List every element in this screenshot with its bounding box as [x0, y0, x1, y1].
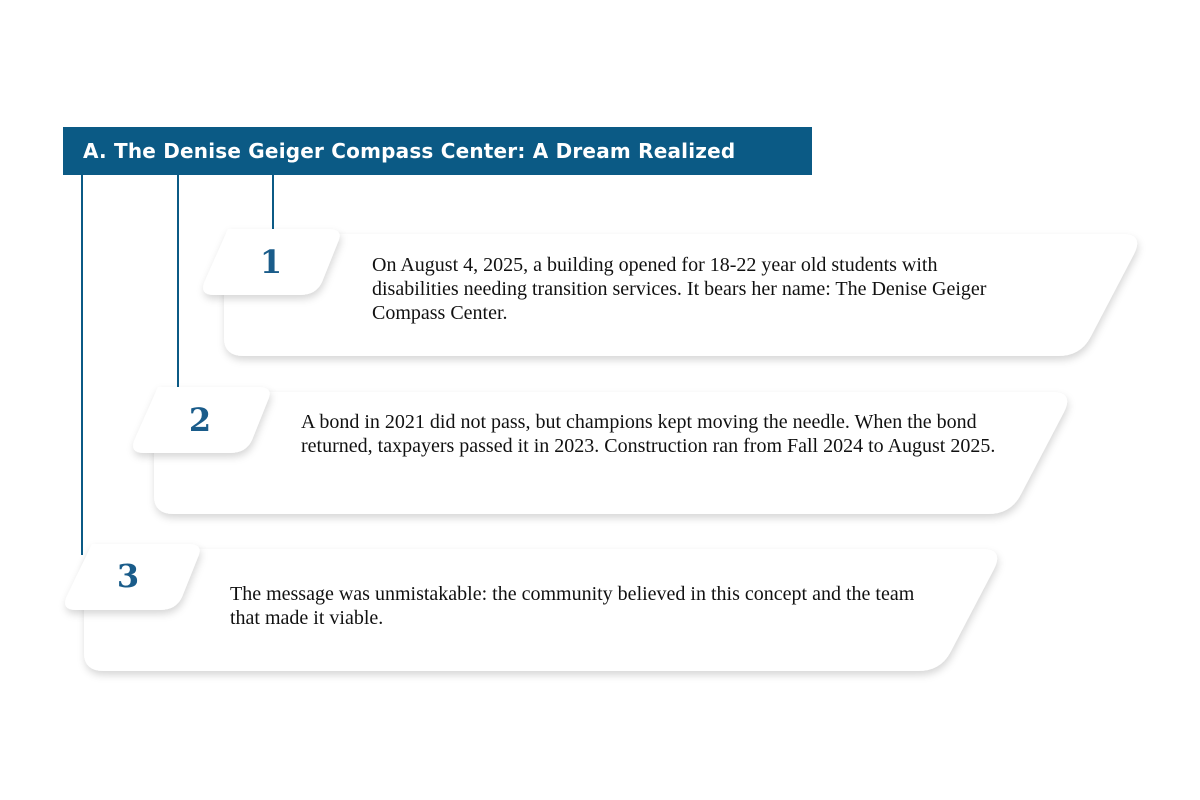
step-text-2: A bond in 2021 did not pass, but champions kept moving the needle. When the bond returned, taxpayers passed it in 2023. Construction ran from Fall 2024 to August 2025. — [301, 411, 996, 457]
section-header — [63, 127, 812, 175]
step-number-2: 2 — [188, 401, 212, 439]
step-text-1: On August 4, 2025, a building opened for 18-22 year old students with disabilities needing transition services. It bears her name: The Denise Geiger Compass Center. — [372, 254, 987, 324]
section-title: A. The Denise Geiger Compass Center: A Dream Realized — [83, 139, 736, 163]
connector-line-3 — [81, 175, 83, 555]
connector-line-1 — [272, 175, 274, 229]
step-text-3: The message was unmistakable: the community believed in this concept and the team that made it viable. — [230, 583, 915, 629]
connector-line-2 — [177, 175, 179, 387]
step-number-1: 1 — [259, 243, 283, 281]
step-number-3: 3 — [116, 557, 140, 595]
